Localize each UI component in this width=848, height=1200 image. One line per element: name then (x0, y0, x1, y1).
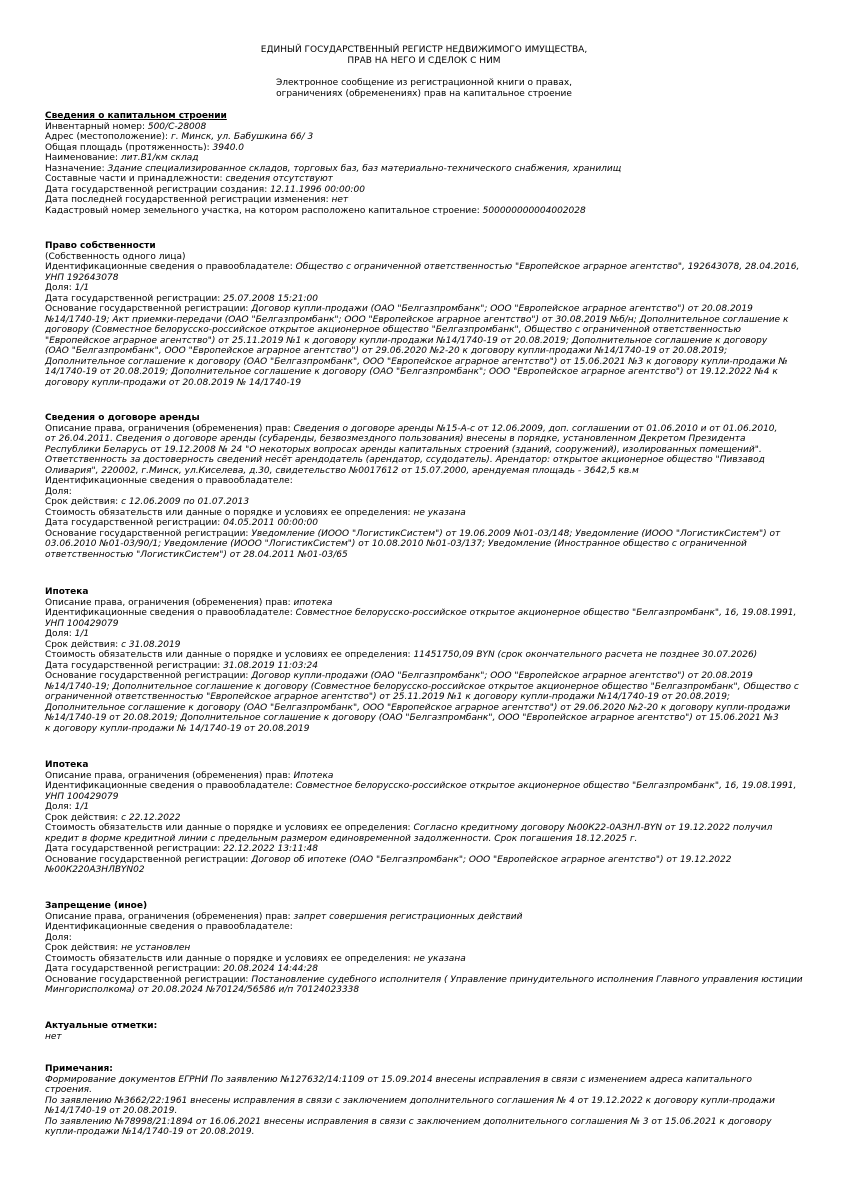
prohibition-desc-value: запрет совершения регистрационных действий (293, 911, 523, 922)
mortgage-2-term-row (45, 813, 813, 824)
mortgage-2-basis-label: Основание государственной регистрации: (45, 854, 249, 865)
mortgage-1-basis-line: Дополнительное соглашение к договору (ОАО "Белгазпромбанк", ООО "Европейское аграрное агентство") от 29.06.2020 №2-20 к договору купли-продажи (45, 702, 791, 713)
lease-desc-line: от 26.04.2011. Сведения о договоре аренды (субаренды, безвозмездного пользования) внесены в порядке, установленном Декретом Президента (45, 434, 746, 444)
notes-title: Примечания: (45, 1064, 113, 1074)
name-label: Наименование: (45, 153, 118, 163)
ownership-type: (Собственность одного лица) (45, 251, 186, 262)
ownership-holder-value: Общество с ограниченной ответственностью "Европейское аграрное агентство", 192643078, 28.04.2016, (295, 262, 800, 272)
mortgage-2-share-row (45, 802, 813, 813)
mortgage-2-term-label: Срок действия: (45, 812, 119, 823)
mortgage-2-holder-label: Идентификационные сведения о правообладателе: (45, 781, 293, 791)
mortgage-2-date-row (45, 844, 813, 855)
lease-basis-line: ответственностью "ЛогистикСистем") от 28.04.2011 №01-03/65 (45, 549, 348, 560)
prohibition-term-label: Срок действия: (45, 943, 119, 953)
ownership-share-label: Доля: (45, 283, 72, 293)
mortgage-2-basis-row (45, 855, 813, 866)
ownership-holder-label: Идентификационные сведения о правообладателе: (45, 262, 293, 272)
cadastral-value: 500000000004002028 (482, 205, 586, 216)
mortgage-1-share-label: Доля: (45, 629, 72, 639)
name-row (45, 153, 813, 164)
prohibition-term-row (45, 943, 813, 954)
mortgage-1-holder-unp: УНП 100429079 (45, 618, 119, 629)
lease-holder-label: Идентификационные сведения о правообладателе: (45, 476, 293, 486)
document-subtitle-line-1: Электронное сообщение из регистрационной книги о правах, (275, 78, 573, 88)
ownership-basis-line: договору купли-продажи от 20.08.2019 № 14/1740-19 (45, 377, 302, 388)
ownership-share-value: 1/1 (74, 283, 90, 293)
mortgage-1-basis-line: №14/1740-19 от 20.08.2019; Дополнительное соглашение к договору (ОАО "Белгазпромбанк", ООО "Европейское аграрное агентство") от 15.06.2021 №3 (45, 713, 779, 723)
ownership-basis-line: Договор купли-продажи (ОАО "Белгазпромбанк"; ООО "Европейское аграрное агентство") от 20.08.2019 (251, 304, 753, 314)
prohibition-basis-row (45, 975, 813, 986)
mortgage-1-cost-value: 11451750,09 BYN (срок окончательного расчета не позднее 30.07.2026) (413, 650, 758, 660)
lease-term-label: Срок действия: (45, 497, 119, 507)
actual-marks-title: Актуальные отметки: (45, 1021, 158, 1031)
prohibition-desc-label: Описание права, ограничения (обременения) прав: (45, 911, 291, 922)
actual-marks-section (45, 1021, 813, 1042)
prohibition-share-label: Доля: (45, 932, 72, 943)
mortgage-1-cost-row (45, 650, 813, 661)
lease-basis-line: Уведомление (ИООО "ЛогистикСистем") от 19.06.2009 №01-03/148; Уведомление (ИООО "ЛогистикСистем") от (251, 528, 781, 539)
mortgage-2-desc-label: Описание права, ограничения (обременения) прав: (45, 770, 291, 781)
lease-basis-line: 03.06.2010 №01-03/90/1; Уведомление (ИООО "ЛогистикСистем") от 10.08.2010 №01-03/137; Уведомление (Иностранное общество с ограниченной (45, 539, 747, 549)
created-date-label: Дата государственной регистрации создания: (45, 184, 268, 195)
building-section (45, 111, 813, 216)
purpose-value: Здание специализированное складов, торговых баз, баз материально-технического снабжения, хранилищ (107, 163, 622, 174)
mortgage-1-basis-row (45, 671, 813, 682)
lease-basis-label: Основание государственной регистрации: (45, 528, 249, 539)
document-subtitle-line-2: ограничениях (обременениях) прав на капитальное строение (276, 88, 572, 99)
mortgage-1-date-value: 31.08.2019 11:03:24 (223, 660, 318, 671)
mortgage-1-date-label: Дата государственной регистрации: (45, 660, 221, 671)
cadastral-label: Кадастровый номер земельного участка, на котором расположено капитальное строение: (45, 205, 480, 216)
ownership-basis-line: №14/1740-19; Акт приемки-передачи (ОАО "Белгазпромбанк"; ООО "Европейское аграрное агентство") от 30.08.2019 №б/н; Дополнительное соглашение к (45, 314, 789, 325)
lease-share-label: Доля: (45, 486, 72, 497)
lease-basis-row (45, 529, 813, 540)
prohibition-cost-row (45, 954, 813, 965)
mortgage-2-date-value: 22.12.2022 13:11:48 (223, 844, 318, 854)
name-value: лит.В1/км склад (120, 153, 199, 163)
mortgage-1-date-row (45, 661, 813, 672)
ownership-basis-line: договору (Совместное белорусско-российское открытое акционерное общество "Белгазпромбанк", Общество с ограниченной ответственностью (45, 325, 741, 335)
mortgage-2-share-value: 1/1 (74, 802, 90, 812)
inventory-number-label: Инвентарный номер: (45, 121, 145, 132)
lease-cost-value: не указана (413, 507, 466, 518)
lease-section (45, 413, 813, 560)
changed-date-label: Дата последней государственной регистрации изменения: (45, 195, 329, 205)
prohibition-title: Запрещение (иное) (45, 901, 148, 911)
mortgage-section-1 (45, 587, 813, 734)
mortgage-1-desc-value: ипотека (293, 597, 333, 608)
register-title-line-1: ЕДИНЫЙ ГОСУДАРСТВЕННЫЙ РЕГИСТР НЕДВИЖИМОГО ИМУЩЕСТВА, (260, 45, 588, 55)
lease-cost-label: Стоимость обязательств или данные о порядке и условиях ее определения: (45, 507, 411, 518)
mortgage-1-holder-value: Совместное белорусско-российское открытое акционерное общество "Белгазпромбанк", 16, 19.08.1991, (295, 608, 797, 618)
mortgage-2-holder-row (45, 781, 813, 792)
mortgage-2-cost-value: Согласно кредитному договору №00К22-0АЗНЛ-BYN от 19.12.2022 получил (413, 823, 773, 833)
mortgage-2-basis-value-cont: №00К220АЗНЛBYN02 (45, 865, 145, 875)
mortgage-2-date-label: Дата государственной регистрации: (45, 844, 221, 854)
lease-term-value: с 12.06.2009 по 01.07.2013 (121, 497, 250, 507)
prohibition-cost-label: Стоимость обязательств или данные о порядке и условиях ее определения: (45, 953, 411, 964)
mortgage-1-basis-line: ограниченной ответственностью "Европейское аграрное агентство") от 25.11.2019 №1 к договору купли-продажи №14/1740-19 от 20.08.2019; (45, 692, 730, 702)
mortgage-2-holder-unp: УНП 100429079 (45, 791, 119, 802)
register-title (0, 45, 848, 66)
prohibition-date-row (45, 964, 813, 975)
cadastral-row (45, 206, 813, 217)
inventory-number-row (45, 122, 813, 133)
lease-date-value: 04.05.2011 00:00:00 (223, 518, 318, 528)
lease-desc-line: Оливария", 220002, г.Минск, ул.Киселева, д.30, свидетельство №0017612 от 15.07.2000, арендуемая площадь - 3642,5 кв.м (45, 465, 639, 476)
prohibition-basis-value-cont: Мингорисполкома) от 20.08.2024 №70124/56586 и/п 70124023338 (45, 985, 360, 995)
notes-line: Формирование документов ЕГРНИ По заявлению №127632/14:1109 от 15.09.2014 внесены исправления в связи с изменением адреса капитального (45, 1074, 752, 1085)
mortgage-2-cost-row (45, 823, 813, 834)
mortgage-2-holder-value: Совместное белорусско-российское открытое акционерное общество "Белгазпромбанк", 16, 19.08.1991, (295, 781, 797, 791)
prohibition-date-value: 20.08.2024 14:44:28 (223, 964, 318, 974)
prohibition-basis-value: Постановление судебного исполнителя ( Управление принудительного исполнения Главного управления юстиции (251, 974, 803, 985)
ownership-basis-line: Дополнительное соглашение к договору (ОАО "Белгазпромбанк", ООО "Европейское аграрное агентство") от 15.06.2021 №3 к договору купли-продажи № (45, 356, 788, 367)
address-label: Адрес (местоположение): (45, 132, 169, 142)
notes-line: строения. (45, 1085, 92, 1095)
mortgage-1-term-value: с 31.08.2019 (121, 639, 181, 650)
mortgage-2-desc-value: Ипотека (293, 770, 334, 781)
lease-desc-line: Республики Беларусь от 19.12.2008 № 24 "О некоторых вопросах аренды капитальных строений (зданий, сооружений), изолированных помещений". (45, 444, 762, 455)
mortgage-1-basis-line: Договор купли-продажи (ОАО "Белгазпромбанк"; ООО "Европейское аграрное агентство") от 20.08.2019 (251, 671, 753, 681)
ownership-date-row (45, 294, 813, 305)
prohibition-section (45, 901, 813, 996)
created-date-value: 12.11.1996 00:00:00 (270, 184, 365, 195)
ownership-holder-unp: УНП 192643078 (45, 272, 119, 283)
area-label: Общая площадь (протяженность): (45, 142, 210, 153)
address-value: г. Минск, ул. Бабушкина 66/ 3 (170, 132, 314, 142)
parts-label: Составные части и принадлежности: (45, 174, 223, 184)
ownership-holder-row (45, 262, 813, 273)
created-date-row (45, 185, 813, 196)
prohibition-basis-label: Основание государственной регистрации: (45, 974, 249, 985)
changed-date-value: нет (331, 195, 349, 205)
mortgage-2-desc-row (45, 771, 813, 782)
mortgage-1-basis-label: Основание государственной регистрации: (45, 671, 249, 681)
notes-line: По заявлению №78998/21:1894 от 16.06.2021 внесены исправления в связи с заключением дополнительного соглашения № 3 от 15.06.2021 к договору (45, 1116, 772, 1127)
mortgage-1-holder-row (45, 608, 813, 619)
mortgage-1-title: Ипотека (45, 587, 89, 597)
ownership-basis-line: 14/1740-19 от 20.08.2019; Дополнительное соглашение к договору (ОАО "Белгазпромбанк"; ООО "Европейское аграрное агентство") от 19.12.2022 №4 к (45, 367, 778, 377)
ownership-section (45, 241, 813, 388)
purpose-label: Назначение: (45, 163, 105, 174)
mortgage-2-cost-label: Стоимость обязательств или данные о порядке и условиях ее определения: (45, 823, 411, 833)
lease-desc-line: Сведения о договоре аренды №15-А-с от 12.06.2009, доп. соглашении от 01.06.2010 и от 01.06.2010, (293, 423, 778, 434)
ownership-share-row (45, 283, 813, 294)
document-subtitle (0, 78, 848, 99)
inventory-number-value: 500/C-28008 (147, 121, 207, 132)
ownership-basis-line: "Европейское аграрное агентство") от 25.11.2019 №1 к договору купли-продажи №14/1740-19 от 20.08.2019; Дополнительное соглашение к договору (45, 335, 768, 346)
mortgage-1-desc-label: Описание права, ограничения (обременения) прав: (45, 597, 291, 608)
register-title-line-2: ПРАВ НА НЕГО И СДЕЛОК С НИМ (347, 55, 501, 66)
notes-line: №14/1740-19 от 20.08.2019. (45, 1106, 178, 1116)
mortgage-2-term-value: с 22.12.2022 (121, 812, 181, 823)
ownership-basis-line: (ОАО "Белгазпромбанк", ООО "Европейское аграрное агентство") от 29.06.2020 №2-20 к договору купли-продажи №14/1740-19 от 20.08.2019; (45, 346, 728, 356)
area-value: 3940.0 (212, 142, 245, 153)
address-row (45, 132, 813, 143)
mortgage-2-title: Ипотека (45, 760, 89, 770)
mortgage-1-term-label: Срок действия: (45, 639, 119, 650)
ownership-basis-label: Основание государственной регистрации: (45, 304, 249, 314)
purpose-row (45, 164, 813, 175)
mortgage-2-cost-value-cont: кредит в форме кредитной линии с предельным размером единовременной задолженности. Срок погашения 18.12.2025 г. (45, 833, 638, 844)
lease-cost-row (45, 508, 813, 519)
mortgage-1-desc-row (45, 598, 813, 609)
ownership-basis-row (45, 304, 813, 315)
building-section-title: Сведения о капитальном строении (45, 111, 227, 121)
prohibition-date-label: Дата государственной регистрации: (45, 964, 221, 974)
lease-date-row (45, 518, 813, 529)
lease-date-label: Дата государственной регистрации: (45, 518, 221, 528)
ownership-section-title: Право собственности (45, 241, 156, 251)
mortgage-1-share-row (45, 629, 813, 640)
area-row (45, 143, 813, 154)
parts-value: сведения отсутствуют (225, 174, 333, 184)
mortgage-2-basis-value: Договор об ипотеке (ОАО "Белгазпромбанк"; ООО "Европейское аграрное агентство") от 19.12.2022 (251, 854, 732, 865)
ownership-date-label: Дата государственной регистрации: (45, 293, 221, 304)
notes-line: купли-продажи №14/1740-19 от 20.08.2019. (45, 1127, 255, 1137)
mortgage-2-share-label: Доля: (45, 802, 72, 812)
mortgage-1-basis-line: к договору купли-продажи № 14/1740-19 от 20.08.2019 (45, 723, 310, 734)
lease-desc-row (45, 424, 813, 435)
lease-section-title: Сведения о договоре аренды (45, 413, 200, 423)
mortgage-1-share-value: 1/1 (74, 629, 90, 639)
ownership-date-value: 25.07.2008 15:21:00 (223, 293, 318, 304)
mortgage-1-term-row (45, 640, 813, 651)
parts-row (45, 174, 813, 185)
prohibition-term-value: не установлен (121, 943, 191, 953)
prohibition-desc-row (45, 912, 813, 923)
notes-line: По заявлению №3662/22:1961 внесены исправления в связи с заключением дополнительного соглашения № 4 от 19.12.2022 к договору купли-продажи (45, 1095, 775, 1106)
lease-desc-line: Ответственность за достоверность сведений несёт арендодатель (арендатор, ссудодатель). Арендатор: открытое акционерное общество "Пивзавод (45, 455, 765, 465)
mortgage-1-holder-label: Идентификационные сведения о правообладателе: (45, 608, 293, 618)
mortgage-1-cost-label: Стоимость обязательств или данные о порядке и условиях ее определения: (45, 650, 411, 660)
mortgage-section-2 (45, 760, 813, 876)
changed-date-row (45, 195, 813, 206)
lease-term-row (45, 497, 813, 508)
lease-desc-label: Описание права, ограничения (обременения) прав: (45, 423, 291, 434)
prohibition-holder-label: Идентификационные сведения о правообладателе: (45, 922, 293, 932)
notes-section (45, 1064, 813, 1138)
mortgage-1-basis-line: №14/1740-19; Дополнительное соглашение к договору (Совместное белорусско-российское открытое акционерное общество "Белгазпромбанк", Общество с (45, 681, 799, 692)
actual-marks-value: нет (45, 1031, 62, 1042)
prohibition-cost-value: не указана (413, 953, 466, 964)
